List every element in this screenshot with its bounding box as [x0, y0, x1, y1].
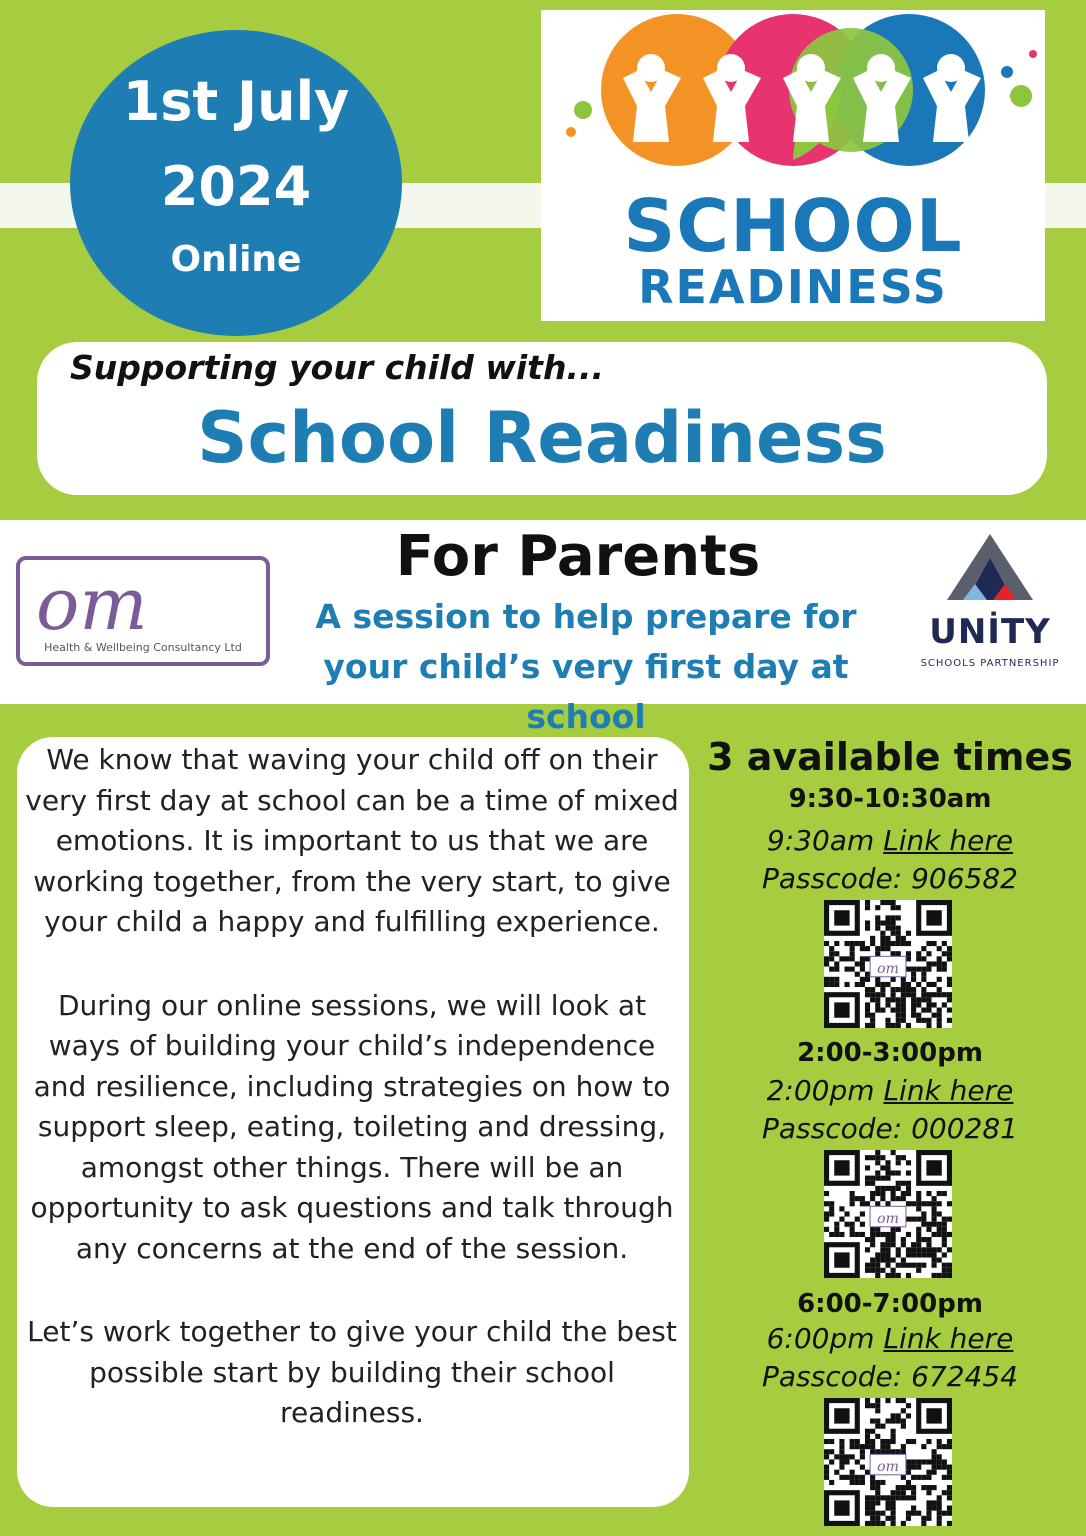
date-format: Online	[170, 239, 302, 280]
session-link-prefix: 6:00pm	[766, 1322, 875, 1355]
session-link[interactable]: Link here	[883, 1074, 1014, 1107]
date-day-month: 1st July	[122, 70, 350, 133]
audience-description: A session to help prepare for your child’s very first day at school	[315, 597, 857, 736]
qr-center-label: om	[877, 1459, 899, 1476]
session-link[interactable]: Link here	[883, 1322, 1014, 1355]
session-time: 6:00-7:00pm	[797, 1289, 983, 1319]
unity-triangle-icon	[905, 532, 1075, 612]
session-passcode: Passcode: 672454	[762, 1360, 1018, 1393]
info-text	[24, 740, 680, 1477]
session-time: 2:00-3:00pm	[797, 1038, 983, 1068]
date-year: 2024	[160, 155, 312, 218]
times-heading: 3 available times	[707, 735, 1073, 779]
school-readiness-logo	[541, 10, 1045, 321]
qr-center-label: om	[877, 961, 899, 978]
info-paragraph: During our online sessions, we will look at ways of building your child’s independence and resilience, including strategies on how to support sleep, eating, toileting and dressing, amongst other things. There will be an opportunity to ask questions and talk through any concerns at the end of the session.	[30, 988, 674, 1265]
session-link-line	[695, 1320, 1085, 1358]
qr-center-label: om	[877, 1211, 899, 1228]
info-paragraph: Let’s work together to give your child the best possible start by building their school readiness.	[27, 1315, 677, 1429]
title-subtitle: Supporting your child with...	[70, 348, 605, 387]
session-link-prefix: 2:00pm	[766, 1074, 875, 1107]
session-link-prefix: 9:30am	[766, 824, 875, 857]
om-consultancy-logo	[16, 556, 270, 666]
session-link[interactable]: Link here	[883, 824, 1014, 857]
date-badge	[70, 30, 402, 336]
session-qr-code[interactable]	[824, 1398, 952, 1526]
session-passcode: Passcode: 906582	[762, 862, 1018, 895]
unity-logo-subtitle: SCHOOLS PARTNERSHIP	[920, 658, 1060, 669]
qr-pattern	[824, 1398, 952, 1526]
session-link-line	[695, 822, 1085, 860]
logo-word-school: SCHOOL	[623, 184, 963, 268]
session-passcode: Passcode: 000281	[762, 1112, 1018, 1145]
session-qr-code[interactable]	[824, 1150, 952, 1278]
session-link-line	[695, 1072, 1085, 1110]
qr-pattern	[824, 900, 952, 1028]
om-logo-mark: om	[36, 562, 148, 646]
logo-word-readiness: READINESS	[638, 260, 948, 314]
session-qr-code[interactable]	[824, 900, 952, 1028]
session-time: 9:30-10:30am	[788, 784, 992, 814]
unity-schools-logo	[905, 532, 1075, 682]
page-title: School Readiness	[197, 397, 887, 479]
om-logo-subtitle: Health & Wellbeing Consultancy Ltd	[44, 641, 242, 654]
info-paragraph: We know that waving your child off on their very first day at school can be a time of mixed emotions. It is important to us that we are working together, from the very start, to give your child a happy and fulfilling experience.	[25, 743, 679, 938]
children-circles-graphic	[541, 10, 1045, 190]
unity-logo-name: UNİTY	[929, 612, 1051, 652]
audience-heading: For Parents	[395, 524, 761, 589]
qr-pattern	[824, 1150, 952, 1278]
